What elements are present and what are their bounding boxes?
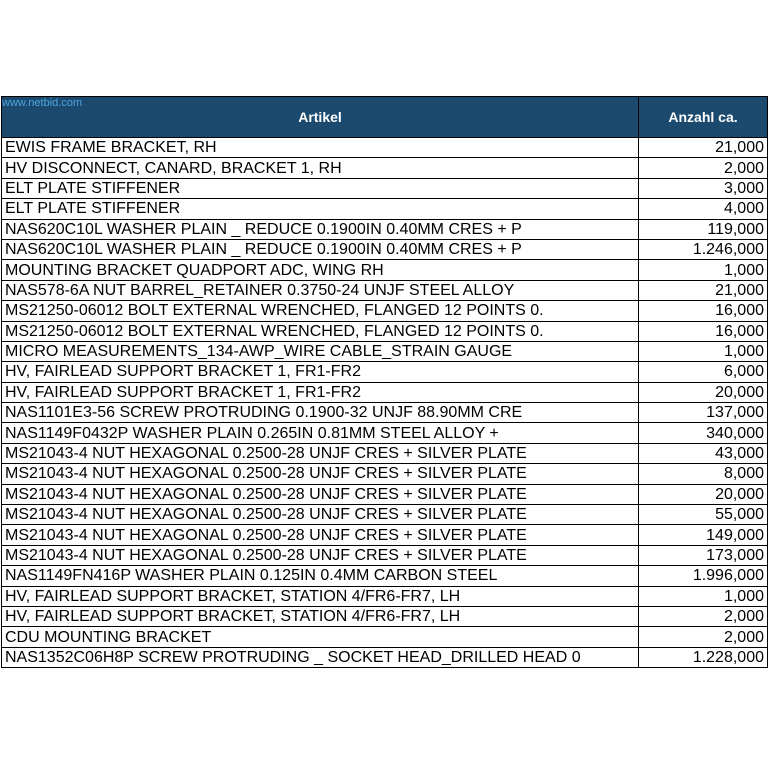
table-row bbox=[2, 260, 768, 280]
artikel-cell: NAS620C10L WASHER PLAIN _ REDUCE 0.1900IN 0.40MM CRES + P bbox=[2, 239, 639, 259]
table-row bbox=[2, 586, 768, 606]
table-row bbox=[2, 219, 768, 239]
table-row bbox=[2, 178, 768, 198]
anzahl-cell: 6,000 bbox=[639, 362, 768, 382]
artikel-cell: MS21250-06012 BOLT EXTERNAL WRENCHED, FLANGED 12 POINTS 0. bbox=[2, 301, 639, 321]
anzahl-cell: 1.996,000 bbox=[639, 566, 768, 586]
artikel-cell: HV, FAIRLEAD SUPPORT BRACKET 1, FR1-FR2 bbox=[2, 382, 639, 402]
anzahl-cell: 16,000 bbox=[639, 321, 768, 341]
artikel-cell: MS21043-4 NUT HEXAGONAL 0.2500-28 UNJF CRES + SILVER PLATE bbox=[2, 505, 639, 525]
artikel-cell: HV, FAIRLEAD SUPPORT BRACKET, STATION 4/FR6-FR7, LH bbox=[2, 606, 639, 626]
artikel-cell: NAS578-6A NUT BARREL_RETAINER 0.3750-24 UNJF STEEL ALLOY bbox=[2, 280, 639, 300]
anzahl-cell: 20,000 bbox=[639, 382, 768, 402]
artikel-cell: NAS1352C06H8P SCREW PROTRUDING _ SOCKET HEAD_DRILLED HEAD 0 bbox=[2, 647, 639, 667]
artikel-cell: ELT PLATE STIFFENER bbox=[2, 199, 639, 219]
anzahl-cell: 20,000 bbox=[639, 484, 768, 504]
anzahl-cell: 43,000 bbox=[639, 443, 768, 463]
artikel-cell: CDU MOUNTING BRACKET bbox=[2, 627, 639, 647]
artikel-cell: MS21043-4 NUT HEXAGONAL 0.2500-28 UNJF CRES + SILVER PLATE bbox=[2, 525, 639, 545]
artikel-cell: MS21043-4 NUT HEXAGONAL 0.2500-28 UNJF CRES + SILVER PLATE bbox=[2, 484, 639, 504]
artikel-cell: NAS1101E3-56 SCREW PROTRUDING 0.1900-32 UNJF 88.90MM CRE bbox=[2, 403, 639, 423]
artikel-cell: MICRO MEASUREMENTS_134-AWP_WIRE CABLE_STRAIN GAUGE bbox=[2, 341, 639, 361]
table-row bbox=[2, 525, 768, 545]
anzahl-cell: 21,000 bbox=[639, 280, 768, 300]
table-row bbox=[2, 505, 768, 525]
anzahl-cell: 1.246,000 bbox=[639, 239, 768, 259]
table-row bbox=[2, 606, 768, 626]
anzahl-cell: 3,000 bbox=[639, 178, 768, 198]
anzahl-cell: 1,000 bbox=[639, 586, 768, 606]
table-row bbox=[2, 464, 768, 484]
table-body bbox=[2, 138, 768, 668]
header-artikel: Artikel bbox=[2, 97, 639, 138]
table-row bbox=[2, 138, 768, 158]
table-row bbox=[2, 647, 768, 667]
anzahl-cell: 173,000 bbox=[639, 545, 768, 565]
anzahl-cell: 1.228,000 bbox=[639, 647, 768, 667]
artikel-cell: MS21043-4 NUT HEXAGONAL 0.2500-28 UNJF CRES + SILVER PLATE bbox=[2, 443, 639, 463]
artikel-cell: MS21043-4 NUT HEXAGONAL 0.2500-28 UNJF CRES + SILVER PLATE bbox=[2, 464, 639, 484]
artikel-cell: MS21043-4 NUT HEXAGONAL 0.2500-28 UNJF CRES + SILVER PLATE bbox=[2, 545, 639, 565]
table-row bbox=[2, 627, 768, 647]
anzahl-cell: 55,000 bbox=[639, 505, 768, 525]
anzahl-cell: 149,000 bbox=[639, 525, 768, 545]
anzahl-cell: 340,000 bbox=[639, 423, 768, 443]
artikel-cell: MOUNTING BRACKET QUADPORT ADC, WING RH bbox=[2, 260, 639, 280]
anzahl-cell: 1,000 bbox=[639, 260, 768, 280]
table-row bbox=[2, 158, 768, 178]
artikel-cell: MS21250-06012 BOLT EXTERNAL WRENCHED, FLANGED 12 POINTS 0. bbox=[2, 321, 639, 341]
anzahl-cell: 2,000 bbox=[639, 606, 768, 626]
parts-table bbox=[1, 96, 768, 668]
table-row bbox=[2, 443, 768, 463]
artikel-cell: EWIS FRAME BRACKET, RH bbox=[2, 138, 639, 158]
table-row bbox=[2, 280, 768, 300]
artikel-cell: ELT PLATE STIFFENER bbox=[2, 178, 639, 198]
table-row bbox=[2, 362, 768, 382]
artikel-cell: NAS1149FN416P WASHER PLAIN 0.125IN 0.4MM CARBON STEEL bbox=[2, 566, 639, 586]
table-row bbox=[2, 199, 768, 219]
artikel-cell: HV, FAIRLEAD SUPPORT BRACKET, STATION 4/FR6-FR7, LH bbox=[2, 586, 639, 606]
table-row bbox=[2, 403, 768, 423]
anzahl-cell: 2,000 bbox=[639, 627, 768, 647]
parts-sheet bbox=[0, 96, 768, 668]
header-row bbox=[2, 97, 768, 138]
table-row bbox=[2, 545, 768, 565]
table-row bbox=[2, 321, 768, 341]
anzahl-cell: 21,000 bbox=[639, 138, 768, 158]
watermark: www.netbid.com bbox=[2, 97, 83, 109]
anzahl-cell: 2,000 bbox=[639, 158, 768, 178]
anzahl-cell: 1,000 bbox=[639, 341, 768, 361]
header-anzahl: Anzahl ca. bbox=[639, 97, 768, 138]
anzahl-cell: 119,000 bbox=[639, 219, 768, 239]
artikel-cell: NAS1149F0432P WASHER PLAIN 0.265IN 0.81MM STEEL ALLOY + bbox=[2, 423, 639, 443]
table-row bbox=[2, 239, 768, 259]
anzahl-cell: 4,000 bbox=[639, 199, 768, 219]
table-row bbox=[2, 341, 768, 361]
anzahl-cell: 8,000 bbox=[639, 464, 768, 484]
table-row bbox=[2, 484, 768, 504]
anzahl-cell: 16,000 bbox=[639, 301, 768, 321]
anzahl-cell: 137,000 bbox=[639, 403, 768, 423]
table-row bbox=[2, 301, 768, 321]
table-row bbox=[2, 423, 768, 443]
artikel-cell: HV DISCONNECT, CANARD, BRACKET 1, RH bbox=[2, 158, 639, 178]
table-row bbox=[2, 566, 768, 586]
artikel-cell: NAS620C10L WASHER PLAIN _ REDUCE 0.1900IN 0.40MM CRES + P bbox=[2, 219, 639, 239]
table-row bbox=[2, 382, 768, 402]
artikel-cell: HV, FAIRLEAD SUPPORT BRACKET 1, FR1-FR2 bbox=[2, 362, 639, 382]
